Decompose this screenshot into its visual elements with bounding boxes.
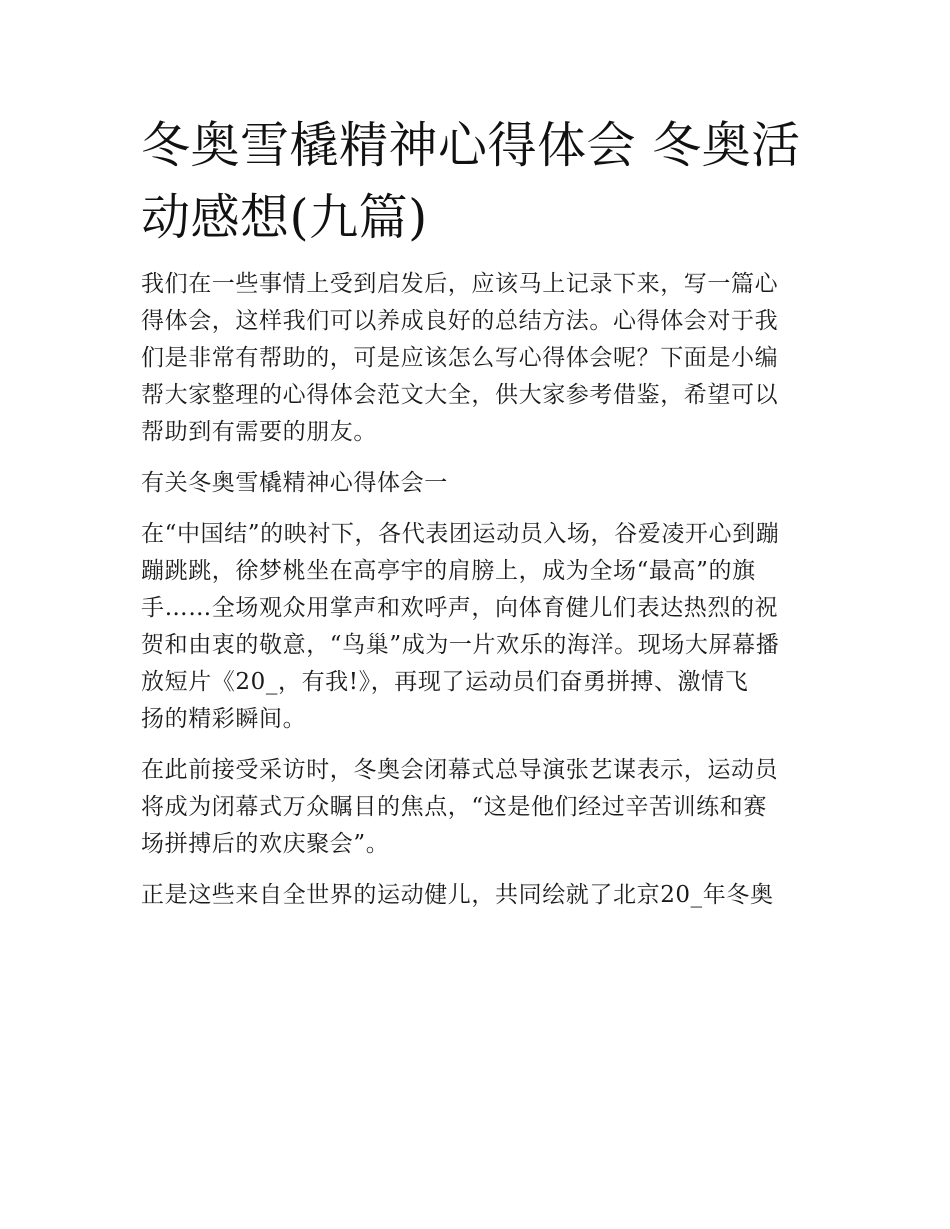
paragraph-line: 在“中国结”的映衬下，各代表团运动员入场，谷爱凌开心到蹦 xyxy=(141,521,780,547)
intro-line: 帮助到有需要的朋友。 xyxy=(141,419,377,445)
paragraph-line: 场拼搏后的欢庆聚会”。 xyxy=(141,831,390,857)
intro-paragraph xyxy=(141,266,813,451)
paragraph-line: 正是这些来自全世界的运动健儿，共同绘就了北京20_年冬奥 xyxy=(141,882,774,908)
intro-line: 得体会，这样我们可以养成良好的总结方法。心得体会对于我 xyxy=(141,308,779,334)
body-paragraph-1 xyxy=(141,516,813,738)
title-line: 动感想(九篇) xyxy=(141,189,428,246)
body-paragraph-2 xyxy=(141,752,813,863)
intro-line: 们是非常有帮助的，可是应该怎么写心得体会呢？下面是小编 xyxy=(141,345,779,371)
document-content xyxy=(141,110,813,914)
document-title xyxy=(141,110,813,254)
paragraph-line: 贺和由衷的敬意，“鸟巢”成为一片欢乐的海洋。现场大屏幕播 xyxy=(141,632,780,658)
body-paragraph-3 xyxy=(141,877,813,914)
paragraph-line: 手……全场观众用掌声和欢呼声，向体育健儿们表达热烈的祝 xyxy=(141,595,779,621)
paragraph-line: 扬的精彩瞬间。 xyxy=(141,706,307,732)
paragraph-line: 在此前接受采访时，冬奥会闭幕式总导演张艺谋表示，运动员 xyxy=(141,757,779,783)
intro-line: 我们在一些事情上受到启发后，应该马上记录下来，写一篇心 xyxy=(141,271,779,297)
section-heading-text: 有关冬奥雪橇精神心得体会一 xyxy=(141,470,448,496)
paragraph-line: 放短片《20_，有我!》，再现了运动员们奋勇拼搏、激情飞 xyxy=(141,669,749,695)
intro-line: 帮大家整理的心得体会范文大全，供大家参考借鉴，希望可以 xyxy=(141,382,779,408)
paragraph-line: 将成为闭幕式万众瞩目的焦点，“这是他们经过辛苦训练和赛 xyxy=(141,794,767,820)
section-heading xyxy=(141,465,813,502)
paragraph-line: 蹦跳跳，徐梦桃坐在高亭宇的肩膀上，成为全场“最高”的旗 xyxy=(141,558,756,584)
title-line: 冬奥雪橇精神心得体会 冬奥活 xyxy=(141,117,801,174)
